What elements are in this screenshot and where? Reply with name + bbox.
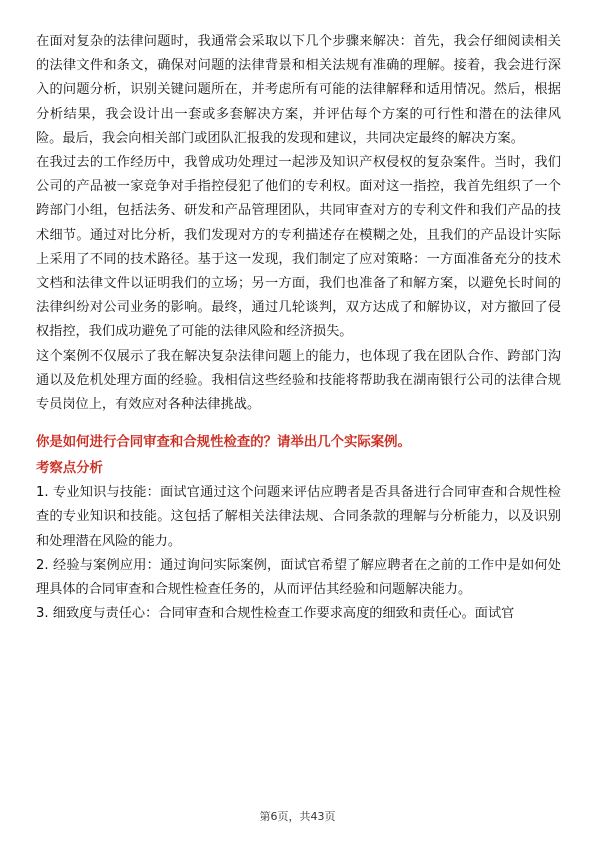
page-footer: 第6页，共43页 bbox=[259, 810, 336, 823]
interview-question: 你是如何进行合同审查和合规性检查的？请举出几个实际案例。 bbox=[36, 435, 411, 451]
analysis-point-1: 1. 专业知识与技能：面试官通过这个问题来评估应聘者是否具备进行合同审查和合规性检查的专业知识和技能。这包括了解相关法律法规、合同条款的理解与分析能力，以及识别和处理潜在风险的能力。 bbox=[36, 485, 561, 549]
analysis-point-2: 2. 经验与案例应用：通过询问实际案例，面试官希望了解应聘者在之前的工作中是如何处理具体的合同审查和合规性检查任务的，从而评估其经验和问题解决能力。 bbox=[36, 557, 561, 598]
answer-paragraph-3: 这个案例不仅展示了我在解决复杂法律问题上的能力，也体现了我在团队合作、跨部门沟通以及危机处理方面的经验。我相信这些经验和技能将帮助我在湖南银行公司的法律合规专员岗位上，有效应对各种法律挑战。 bbox=[36, 348, 561, 413]
analysis-point-3: 3. 细致度与责任心：合同审查和合规性检查工作要求高度的细致和责任心。面试官 bbox=[36, 606, 515, 622]
answer-paragraph-1: 在面对复杂的法律问题时，我通常会采取以下几个步骤来解决：首先，我会仔细阅读相关的法律文件和条文，确保对问题的法律背景和相关法规有准确的理解。接着，我会进行深入的问题分析，识别关键问题所在，并考虑所有可能的法律解释和适用情况。然后，根据分析结果，我会设计出一套或多套解决方案，并评估每个方案的可行性和潜在的法律风险。最后，我会向相关部门或团队汇报我的发现和建议，共同决定最终的解决方案。 bbox=[36, 34, 561, 146]
answer-paragraph-2: 在我过去的工作经历中，我曾成功处理过一起涉及知识产权侵权的复杂案件。当时，我们公司的产品被一家竞争对手指控侵犯了他们的专利权。面对这一指控，我首先组织了一个跨部门小组，包括法务、研发和产品管理团队，共同审查对方的专利文件和我们产品的技术细节。通过对比分析，我们发现对方的专利描述存在模糊之处，且我们的产品设计实际上采用了不同的技术路径。基于这一发现，我们制定了应对策略：一方面准备充分的技术文档和法律文件以证明我们的立场；另一方面，我们也准备了和解方案，以避免长时间的法律纠纷对公司业务的影响。最终，通过几轮谈判，双方达成了和解协议，对方撤回了侵权指控，我们成功避免了可能的法律风险和经济损失。 bbox=[36, 155, 561, 340]
section-title: 考察点分析 bbox=[36, 461, 103, 477]
